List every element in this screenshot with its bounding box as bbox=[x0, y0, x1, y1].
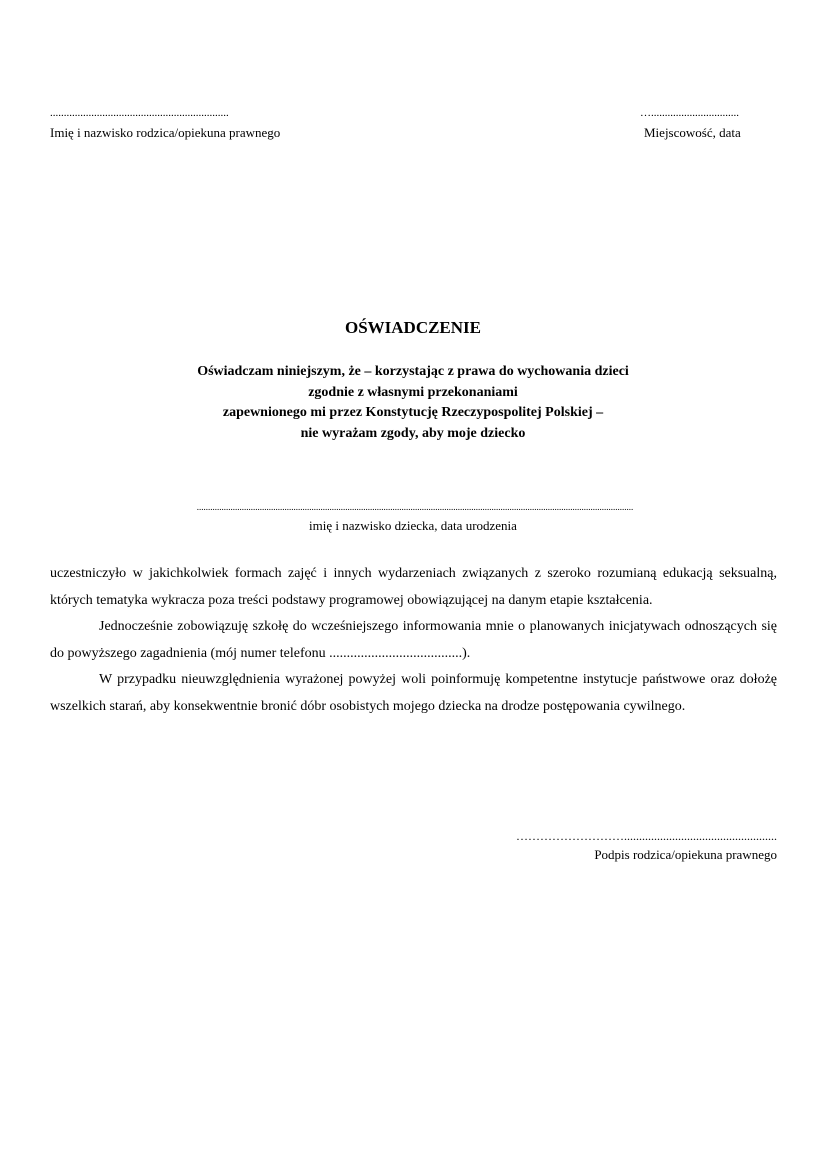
parent-name-label: Imię i nazwisko rodzica/opiekuna prawnego bbox=[50, 125, 281, 140]
child-name-dots: .................................................................................................................................................................................................. bbox=[196, 502, 634, 512]
document-title: OŚWIADCZENIE bbox=[344, 318, 482, 337]
body-text bbox=[50, 561, 777, 720]
signature-dots: ………………………................................................... bbox=[516, 829, 777, 843]
lead-statement bbox=[0, 362, 826, 444]
body-paragraph: Jednocześnie zobowiązuję szkołę do wcześniejszego informowania mnie o planowanych inicjatywach odnoszących się do powyższego zagadnienia (mój numer telefonu ......................................). bbox=[50, 619, 777, 661]
place-date-label: Miejscowość, data bbox=[644, 125, 741, 140]
lead-line: nie wyrażam zgody, aby moje dziecko bbox=[300, 425, 526, 441]
lead-line: zgodnie z własnymi przekonaniami bbox=[308, 384, 518, 400]
body-paragraph: uczestniczyło w jakichkolwiek formach zajęć i innych wydarzeniach związanych z szeroko rozumianą edukacją seksualną, których tematyka wykracza poza treści podstawy programowej obowiązującej na danym etapie kształcenia. bbox=[50, 566, 777, 608]
child-name-label: imię i nazwisko dziecka, data urodzenia bbox=[309, 518, 517, 533]
lead-line: zapewnionego mi przez Konstytucję Rzeczypospolitej Polskiej – bbox=[222, 405, 604, 420]
place-date-dots: …................................ bbox=[640, 107, 739, 119]
parent-name-dots: ................................................................. bbox=[50, 107, 229, 119]
lead-line: Oświadczam niniejszym, że – korzystając z prawa do wychowania dzieci bbox=[197, 364, 629, 379]
signature-label: Podpis rodzica/opiekuna prawnego bbox=[594, 847, 777, 862]
body-paragraph: W przypadku nieuwzględnienia wyrażonej powyżej woli poinformuję kompetentne instytucje państwowe oraz dołożę wszelkich starań, aby konsekwentnie bronić dóbr osobistych mojego dziecka na drodze postępowania cywilnego. bbox=[50, 672, 777, 714]
